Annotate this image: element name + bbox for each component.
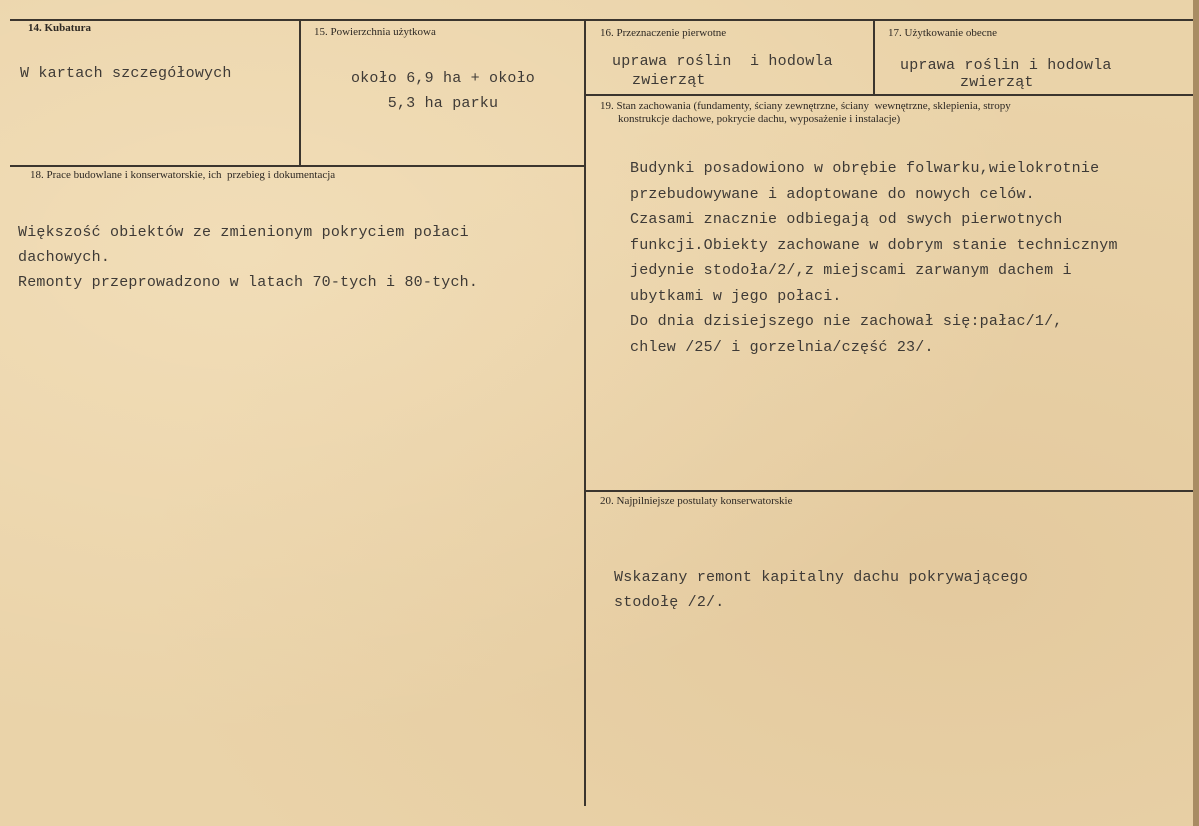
rule-above-20	[586, 490, 1196, 492]
field-19-line-4: funkcji.Obiekty zachowane w dobrym stanie technicznym	[630, 236, 1118, 254]
field-19-label-line-1: 19. Stan zachowania (fundamenty, ściany zewnętrzne, ściany wewnętrzne, sklepienia, stropy	[600, 100, 1011, 112]
field-14-label: 14. Kubatura	[28, 22, 91, 34]
field-19-label-line-2: konstrukcje dachowe, pokrycie dachu, wyposażenie i instalacje)	[618, 113, 901, 125]
field-19-line-8: chlew /25/ i gorzelnia/część 23/.	[630, 338, 934, 356]
field-19-value	[630, 156, 1118, 360]
field-16-line-2: zwierząt	[632, 72, 706, 89]
field-15-value	[305, 66, 581, 116]
field-15-label: 15. Powierzchnia użytkowa	[314, 26, 436, 38]
field-19-line-7: Do dnia dzisiejszego nie zachował się:pałac/1/,	[630, 313, 1063, 330]
field-20-label: 20. Najpilniejsze postulaty konserwatorskie	[600, 495, 793, 507]
field-18-line-1: Większość obiektów ze zmienionym pokryciem połaci	[18, 224, 469, 241]
field-16-value	[612, 52, 833, 90]
field-20-value	[614, 565, 1028, 615]
field-19-line-2: przebudowywane i adoptowane do nowych celów.	[630, 185, 1035, 203]
field-17-line-2: zwierząt	[960, 74, 1034, 91]
field-19-line-1: Budynki posadowiono w obrębie folwarku,wielokrotnie	[630, 160, 1100, 177]
field-17-value	[900, 57, 1112, 91]
field-20-line-2: stodołę /2/.	[614, 594, 725, 611]
field-15-line-2: 5,3 ha parku	[387, 95, 499, 112]
rule-under-14-15	[10, 165, 586, 167]
divider-14-15	[299, 19, 301, 165]
right-edge-shadow	[1193, 0, 1199, 826]
field-14-value: W kartach szczegółowych	[20, 65, 232, 82]
field-18-line-3: Remonty przeprowadzono w latach 70-tych i 80-tych.	[18, 274, 479, 291]
field-19-line-5: jedynie stodoła/2/,z miejscami zarwanym dachem i	[630, 262, 1072, 279]
field-19-line-6: ubytkami w jego połaci.	[630, 287, 842, 305]
field-19-line-3: Czasami znacznie odbiegają od swych pierwotnych	[630, 211, 1063, 228]
field-19-label	[600, 100, 1011, 126]
field-15-line-1: około 6,9 ha + około	[350, 70, 536, 87]
field-16-label: 16. Przeznaczenie pierwotne	[600, 27, 727, 39]
field-17-label: 17. Użytkowanie obecne	[888, 27, 998, 39]
field-16-line-1: uprawa roślin i hodowla	[612, 53, 833, 70]
divider-16-17	[873, 19, 875, 95]
field-17-line-1: uprawa roślin i hodowla	[900, 57, 1112, 74]
divider-main	[584, 19, 586, 806]
field-18-value	[18, 220, 478, 295]
field-18-line-2: dachowych.	[18, 249, 111, 266]
rule-under-16-17	[586, 94, 1196, 96]
top-rule	[10, 19, 1196, 21]
field-18-label: 18. Prace budowlane i konserwatorskie, ich przebieg i dokumentacja	[30, 169, 336, 181]
field-20-line-1: Wskazany remont kapitalny dachu pokrywającego	[614, 569, 1029, 586]
